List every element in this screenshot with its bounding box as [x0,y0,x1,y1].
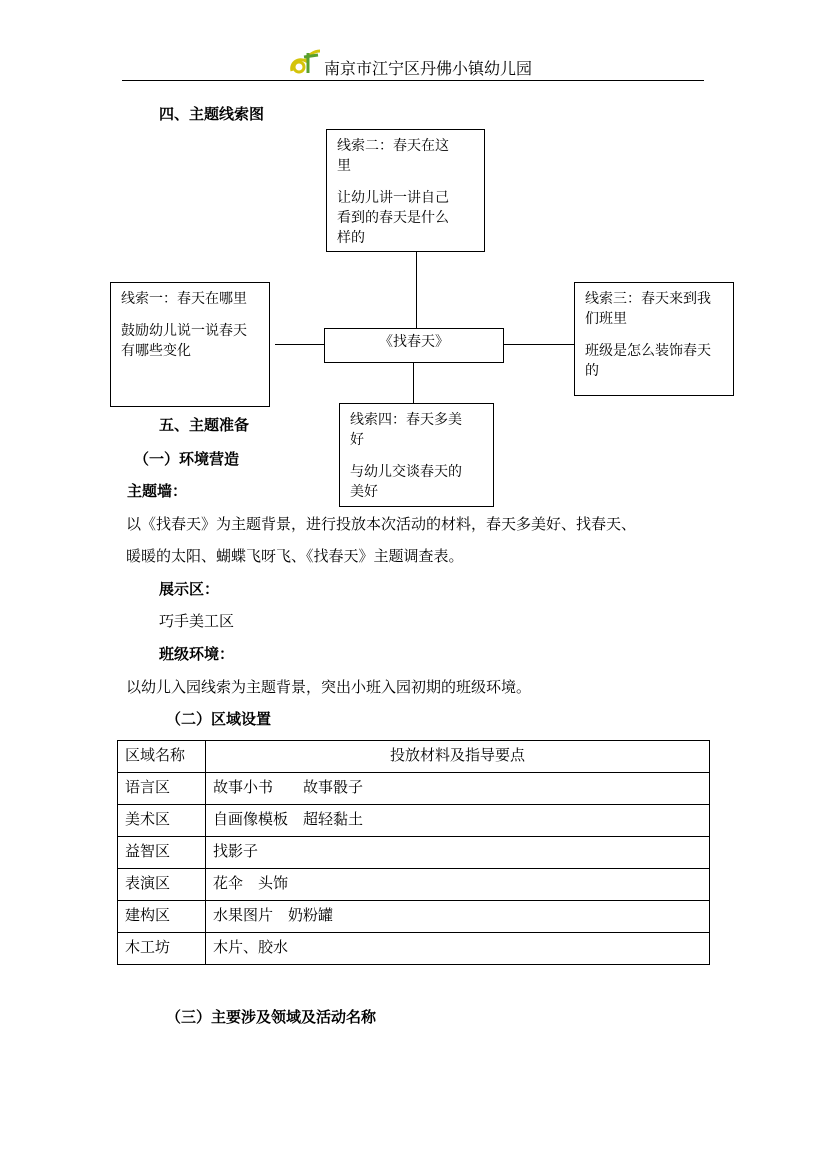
kindergarten-logo [288,47,322,77]
clue-2-body-line2: 看到的春天是什么 [337,210,449,226]
clue-3-title-line1: 线索三：春天来到我 [585,291,711,307]
zone-materials-cell: 木片、胶水 [206,933,710,965]
clue-4-body-line2: 美好 [350,484,378,500]
clue-box-4 [339,403,494,507]
table-row [118,805,710,837]
zone-name-cell: 木工坊 [118,933,206,965]
clue-2-body-line3: 样的 [337,230,365,246]
class-environment-text: 以幼儿入园线索为主题背景，突出小班入园初期的班级环境。 [126,678,532,696]
clue-2-title-line1: 线索二：春天在这 [337,138,449,154]
table-header-row [118,741,710,773]
connector-left [275,344,324,345]
class-environment-label: 班级环境： [159,645,235,663]
theme-wall-text-line2: 暖暖的太阳、蝴蝶飞呀飞、《找春天》主题调查表。 [126,547,464,565]
zone-materials-cell: 找影子 [206,837,710,869]
clue-2-body-line1: 让幼儿讲一讲自己 [337,190,449,206]
clue-1-title: 线索一：春天在哪里 [121,291,247,307]
connector-right [503,344,574,345]
table-header-zone-name: 区域名称 [118,741,206,773]
zone-materials-cell: 故事小书 故事骰子 [206,773,710,805]
clue-box-3 [574,282,734,396]
zone-name-cell: 建构区 [118,901,206,933]
clue-box-2 [326,129,485,252]
theme-wall-text-line1: 以《找春天》为主题背景，进行投放本次活动的材料，春天多美好、找春天、 [126,515,637,533]
clue-4-title-line1: 线索四：春天多美 [350,412,462,428]
table-row [118,901,710,933]
clue-4-body-line1: 与幼儿交谈春天的 [350,464,462,480]
clue-4-title-line2: 好 [350,432,364,448]
theme-wall-label: 主题墙： [127,482,188,500]
clue-3-title-line2: 们班里 [585,311,627,327]
zone-name-cell: 美术区 [118,805,206,837]
display-area-label: 展示区： [159,580,220,598]
display-area-value: 巧手美工区 [159,612,235,630]
clue-3-body-line1: 班级是怎么装饰春天 [585,343,711,359]
connector-top [416,251,417,328]
table-row [118,933,710,965]
section-title-clue-map: 四、主题线索图 [159,105,265,123]
subsection-title-zones: （二）区域设置 [166,710,272,728]
table-header-materials: 投放材料及指导要点 [206,741,710,773]
zone-materials-cell: 水果图片 奶粉罐 [206,901,710,933]
connector-bottom [413,362,414,404]
theme-center-label: 《找春天》 [379,334,449,350]
zone-materials-cell: 自画像模板 超轻黏土 [206,805,710,837]
table-row [118,869,710,901]
section-title-preparation: 五、主题准备 [159,416,250,434]
zone-name-cell: 语言区 [118,773,206,805]
table-row [118,837,710,869]
clue-1-body: 鼓励幼儿说一说春天有哪些变化 [121,323,247,359]
subsection-title-domains: （三）主要涉及领域及活动名称 [166,1008,377,1026]
clue-2-title-line2: 里 [337,158,351,174]
subsection-title-environment: （一）环境营造 [134,450,240,468]
zones-table [117,740,710,965]
clue-box-1 [110,282,270,407]
zone-materials-cell: 花伞 头饰 [206,869,710,901]
zone-name-cell: 益智区 [118,837,206,869]
zone-name-cell: 表演区 [118,869,206,901]
table-row [118,773,710,805]
clue-3-body-line2: 的 [585,363,599,379]
header-org-name: 南京市江宁区丹佛小镇幼儿园 [324,59,533,78]
header-divider [122,80,704,81]
theme-center-box [324,328,504,363]
